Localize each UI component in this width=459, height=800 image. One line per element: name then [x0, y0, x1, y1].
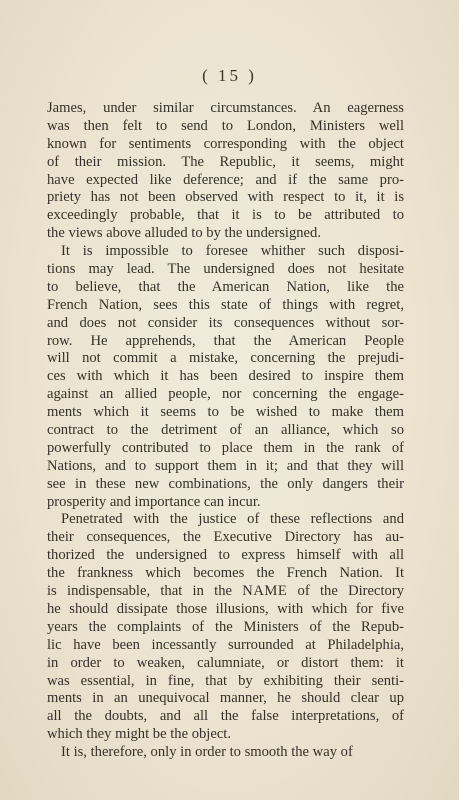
- text-line: Nations, and to support them in it; and that they will: [47, 457, 404, 474]
- smallcaps-word: NAME: [242, 583, 288, 600]
- text-line: have expected like deference; and if the same pro-: [47, 171, 404, 188]
- text-line: which they might be the object.: [47, 726, 231, 743]
- text-line: and does not consider its consequences without sor-: [47, 314, 404, 331]
- text-line: It is impossible to foresee whither such disposi-: [61, 243, 404, 260]
- text-line: James, under similar circumstances. An eagerness: [47, 100, 404, 116]
- text-line: the views above alluded to by the undersigned.: [47, 225, 321, 242]
- text-line: years the complaints of the Ministers of the Repub-: [47, 618, 404, 635]
- text-line: It is, therefore, only in order to smooth the way of: [61, 744, 353, 761]
- text-line: contract to the detriment of an alliance, which so: [47, 422, 404, 439]
- text-line: in order to weaken, calumniate, or distort them: it: [47, 654, 404, 671]
- text-fragment: of the Directory: [297, 583, 404, 600]
- text-line: the frankness which becomes the French Nation. It: [47, 565, 404, 582]
- text-line: exceedingly probable, that it is to be attributed to: [47, 207, 404, 224]
- text-line: French Nation, sees this state of things with regret,: [47, 296, 404, 313]
- text-line: prosperity and importance can incur.: [47, 493, 261, 510]
- text-line: thorized the undersigned to express himself with all: [47, 547, 404, 564]
- text-line: against an allied people, nor concerning the engage-: [47, 386, 404, 403]
- text-line: all the doubts, and all the false interpretations, of: [47, 708, 404, 725]
- text-line: of their mission. The Republic, it seems, might: [47, 153, 404, 170]
- text-line: see in these new combinations, the only dangers their: [47, 475, 404, 492]
- page-number: ( 15 ): [202, 66, 257, 85]
- text-line: he should dissipate those illusions, with which for five: [47, 600, 404, 617]
- text-line: ments which it seems to be wished to make them: [47, 404, 404, 421]
- text-line: ces with which it has been desired to inspire them: [47, 368, 404, 385]
- text-line: ments in an unequivocal manner, he should clear up: [47, 690, 404, 707]
- body-text: [47, 100, 404, 762]
- text-line: powerfully contributed to place them in the rank of: [47, 439, 404, 456]
- text-line: to believe, that the American Nation, like the: [47, 278, 404, 295]
- text-line: tions may lead. The undersigned does not hesitate: [47, 261, 404, 278]
- text-line: was essential, in fine, that by exhibiting their senti-: [47, 672, 404, 689]
- text-line: Penetrated with the justice of these reflections and: [61, 511, 404, 528]
- text-line: known for sentiments corresponding with the object: [47, 135, 404, 152]
- text-line-with-smallcaps: [47, 583, 404, 601]
- text-line: lic have been incessantly surrounded at Philadelphia,: [47, 636, 404, 653]
- text-fragment: is indispensable, that in the: [47, 583, 232, 600]
- text-line: will not commit a mistake, concerning the prejudi-: [47, 350, 404, 367]
- text-line: their consequences, the Executive Directory has au-: [47, 529, 404, 546]
- text-line: row. He apprehends, that the American People: [47, 332, 404, 349]
- text-line: was then felt to send to London, Ministers well: [47, 117, 404, 134]
- text-line: priety has not been observed with respect to it, it is: [47, 189, 404, 206]
